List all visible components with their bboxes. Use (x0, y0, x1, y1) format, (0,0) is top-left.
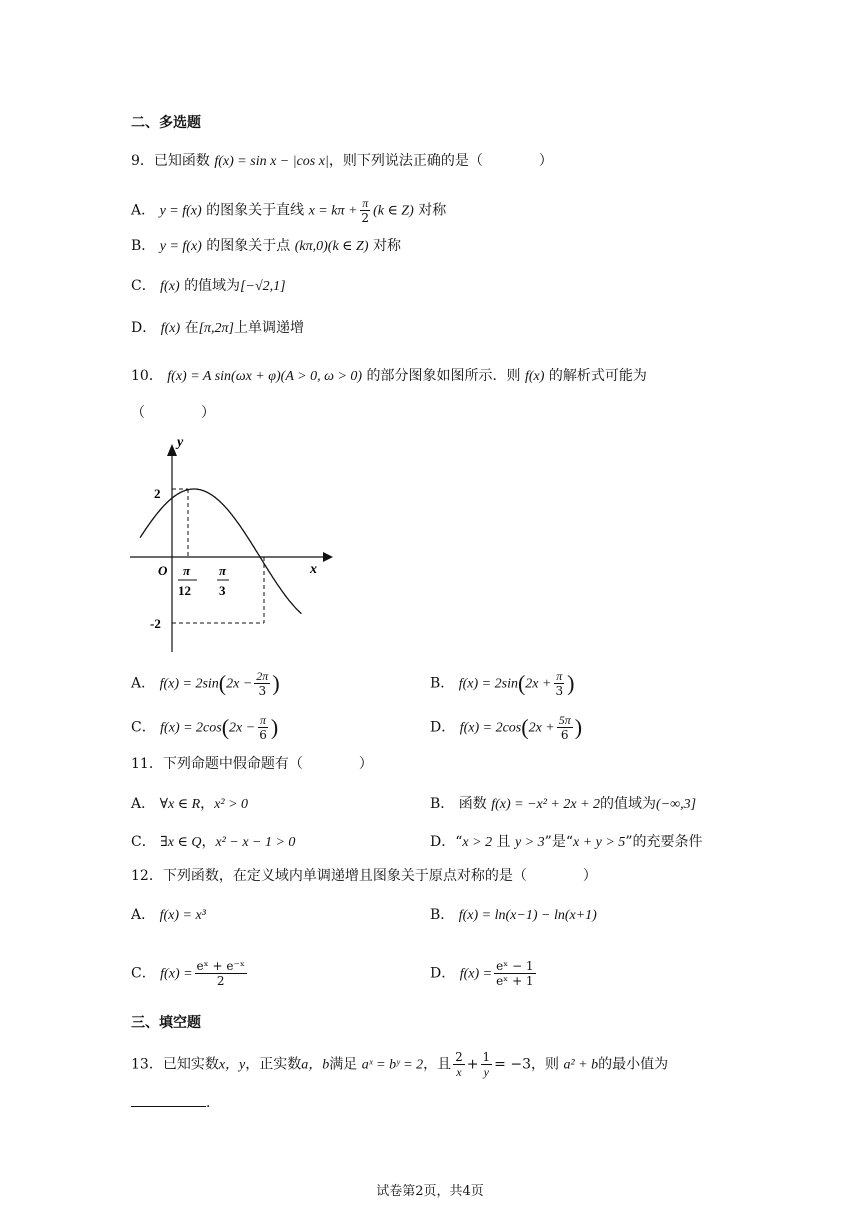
q12-option-d (430, 959, 538, 988)
option-label: D． (430, 834, 456, 850)
numerator: π (260, 713, 267, 727)
paren: ( (517, 670, 526, 696)
math: ∀x ∈ R (159, 797, 201, 812)
numerator: eˣ + e⁻ˣ (196, 959, 245, 973)
denominator: 2 (216, 974, 225, 988)
math: f(x) = 2sin (159, 676, 219, 692)
option-label: D． (430, 719, 456, 736)
paren: ( (221, 714, 230, 740)
numerator: 1 (482, 1050, 491, 1064)
paren: ( (521, 714, 529, 740)
math: f(x) = (459, 966, 493, 982)
math: f(x) = A sin(ωx + φ)(A > 0, ω > 0) (167, 369, 363, 384)
option-label: C． (131, 278, 156, 294)
sine-graph (125, 432, 340, 657)
paren: ( (218, 670, 227, 696)
q9-option-b (131, 236, 401, 257)
math: y = f(x) (159, 239, 202, 254)
q10-option-b (430, 669, 574, 698)
q11-option-a (131, 794, 248, 815)
math: (k ∈ Z) (373, 203, 414, 219)
denominator: 3 (258, 684, 267, 698)
denominator: eˣ + 1 (496, 974, 534, 988)
q13-stem (131, 1050, 668, 1079)
denominator: 6 (560, 728, 569, 742)
tick2-num: π (219, 563, 227, 578)
denominator: 2 (361, 211, 370, 225)
fraction (254, 669, 270, 698)
text: 的最小值为 (598, 1056, 669, 1073)
denominator: 6 (259, 728, 267, 742)
q11-option-c (131, 832, 295, 853)
answer-blank-line[interactable] (131, 1092, 206, 1107)
option-label: B． (430, 675, 455, 692)
text: ， (201, 834, 216, 850)
math: x² > 0 (214, 797, 249, 812)
tick1-den: 12 (178, 583, 191, 598)
text: 的图象关于点 (206, 238, 291, 254)
q10-option-c (131, 713, 278, 742)
math: aˣ = bʸ = 2 (361, 1057, 424, 1073)
math: x，y (218, 1057, 246, 1073)
option-label: C． (131, 719, 156, 736)
option-label: C． (131, 834, 156, 850)
math: f(x) = −x² + 2x + 2 (491, 797, 601, 812)
math: (−∞,3] (656, 797, 697, 812)
math: f(x) = ln(x−1) − ln(x+1) (458, 908, 597, 923)
q10-option-a (131, 669, 280, 698)
q9-stem-post: ，则下列说法正确的是（ ） (328, 153, 553, 169)
y-label: y (177, 435, 184, 450)
q9-option-d (131, 318, 304, 339)
tick2-den: 3 (219, 583, 226, 598)
q11-option-d (430, 832, 702, 853)
math: x = kπ + (308, 203, 358, 219)
text: ”是“ (544, 834, 573, 850)
numerator: 2π (256, 669, 269, 683)
math: f(x) (524, 369, 545, 384)
page-footer: 试卷第2页，共4页 (376, 1184, 484, 1199)
q11-option-b (430, 794, 696, 815)
text: ， (200, 796, 215, 812)
numerator: π (556, 669, 563, 683)
origin-label: O (158, 563, 168, 578)
q11-stem: 11．下列命题中假命题有（ ） (131, 756, 373, 772)
math: x > 2 (462, 835, 493, 850)
q12-option-a (131, 905, 206, 926)
text: 已知实数 (162, 1056, 219, 1073)
math: f(x) = 2cos (160, 720, 222, 736)
math: (kπ,0)(k ∈ Z) (294, 239, 369, 254)
q9-option-a (131, 196, 446, 225)
text: 对称 (418, 202, 447, 219)
fraction (553, 669, 565, 698)
paren: ) (272, 670, 280, 696)
y-axis-arrow (167, 444, 177, 456)
x-label: x (310, 562, 317, 577)
y-max-label: 2 (154, 486, 161, 501)
section-title-fill-in: 三、填空题 (131, 1015, 201, 1031)
text: 的值域为 (184, 278, 241, 294)
option-label: A． (131, 796, 156, 812)
q10-option-d (430, 713, 582, 742)
math: x² − x − 1 > 0 (215, 835, 296, 850)
math: y > 3 (514, 835, 545, 850)
q10-stem (131, 366, 647, 387)
fraction (195, 959, 247, 988)
math: f(x) (160, 321, 181, 336)
fraction (557, 713, 573, 742)
text: ，则 (530, 1056, 559, 1073)
text: 满足 (329, 1056, 358, 1073)
q9-function: f(x) = sin x − |cos x| (214, 154, 329, 169)
math: y = f(x) (159, 203, 202, 219)
option-label: A． (131, 675, 156, 692)
text: 的部分图象如图所示．则 (366, 368, 521, 384)
text: ”的充要条件 (625, 834, 703, 850)
q12-option-b (430, 905, 597, 926)
fraction (481, 1050, 493, 1079)
math: ∃x ∈ Q (160, 835, 202, 850)
fraction (453, 1050, 465, 1079)
math: f(x) = 2cos (459, 720, 522, 736)
text: 函数 (458, 796, 487, 812)
tick1-num: π (183, 563, 191, 578)
math: 2x + (525, 676, 552, 692)
numerator: 5π (558, 713, 571, 727)
option-label: B． (430, 907, 455, 923)
q9-number: 9． (131, 153, 154, 169)
text: 对称 (372, 238, 401, 254)
math: [π,2π] (198, 321, 235, 336)
math: x + y > 5 (572, 835, 626, 850)
math: + (466, 1056, 479, 1073)
option-label: C． (131, 965, 156, 982)
y-min-label: -2 (150, 616, 161, 631)
denominator: 3 (555, 684, 564, 698)
text: “ (455, 834, 463, 850)
math: 2x − (226, 676, 253, 692)
math: f(x) = (160, 966, 193, 982)
fraction (359, 196, 371, 225)
math: a，b (301, 1057, 330, 1073)
q13-answer-blank[interactable] (131, 1092, 220, 1113)
text: ． (206, 1095, 220, 1111)
paren: ) (574, 714, 583, 740)
option-label: B． (131, 238, 156, 254)
q9-stem-pre: 已知函数 (153, 153, 210, 169)
option-label: A． (131, 907, 156, 923)
q12-stem: 12．下列函数，在定义域内单调递增且图象关于原点对称的是（ ） (131, 868, 597, 884)
paren: ) (270, 714, 279, 740)
numerator: eˣ − 1 (496, 959, 534, 973)
math: 2x − (229, 720, 256, 736)
text: 的值域为 (600, 796, 657, 812)
q10-number: 10． (131, 368, 163, 384)
x-axis-arrow (323, 552, 333, 562)
text: ，正实数 (245, 1056, 302, 1073)
section-title-multiple-choice: 二、多选题 (131, 115, 201, 131)
text: 在 (184, 320, 199, 336)
option-label: D． (430, 965, 456, 982)
text: ，且 (423, 1056, 452, 1073)
q10-paren: （ ） (131, 405, 215, 421)
text: 的图象关于直线 (206, 202, 305, 219)
math: f(x) (160, 279, 180, 294)
q9-stem (131, 151, 553, 172)
q12-option-c (131, 959, 249, 988)
text: 的解析式可能为 (548, 368, 647, 384)
paren: ) (567, 670, 575, 696)
math: [−√2,1] (240, 279, 286, 294)
math: = −3 (494, 1056, 531, 1073)
fraction (494, 959, 536, 988)
denominator: y (483, 1065, 489, 1079)
math: f(x) = x³ (159, 908, 206, 923)
option-label: D． (131, 320, 157, 336)
math: f(x) = 2sin (458, 676, 518, 692)
option-label: A． (131, 202, 156, 219)
q9-option-c (131, 276, 286, 297)
math: 2x + (528, 720, 555, 736)
math: a² + b (563, 1057, 599, 1073)
option-label: B． (430, 796, 455, 812)
numerator: 2 (455, 1050, 463, 1064)
q13-number: 13． (131, 1056, 163, 1073)
text: 上单调递增 (234, 320, 305, 336)
numerator: π (362, 196, 369, 210)
denominator: x (456, 1065, 462, 1079)
text: 且 (496, 834, 511, 850)
fraction (257, 713, 269, 742)
